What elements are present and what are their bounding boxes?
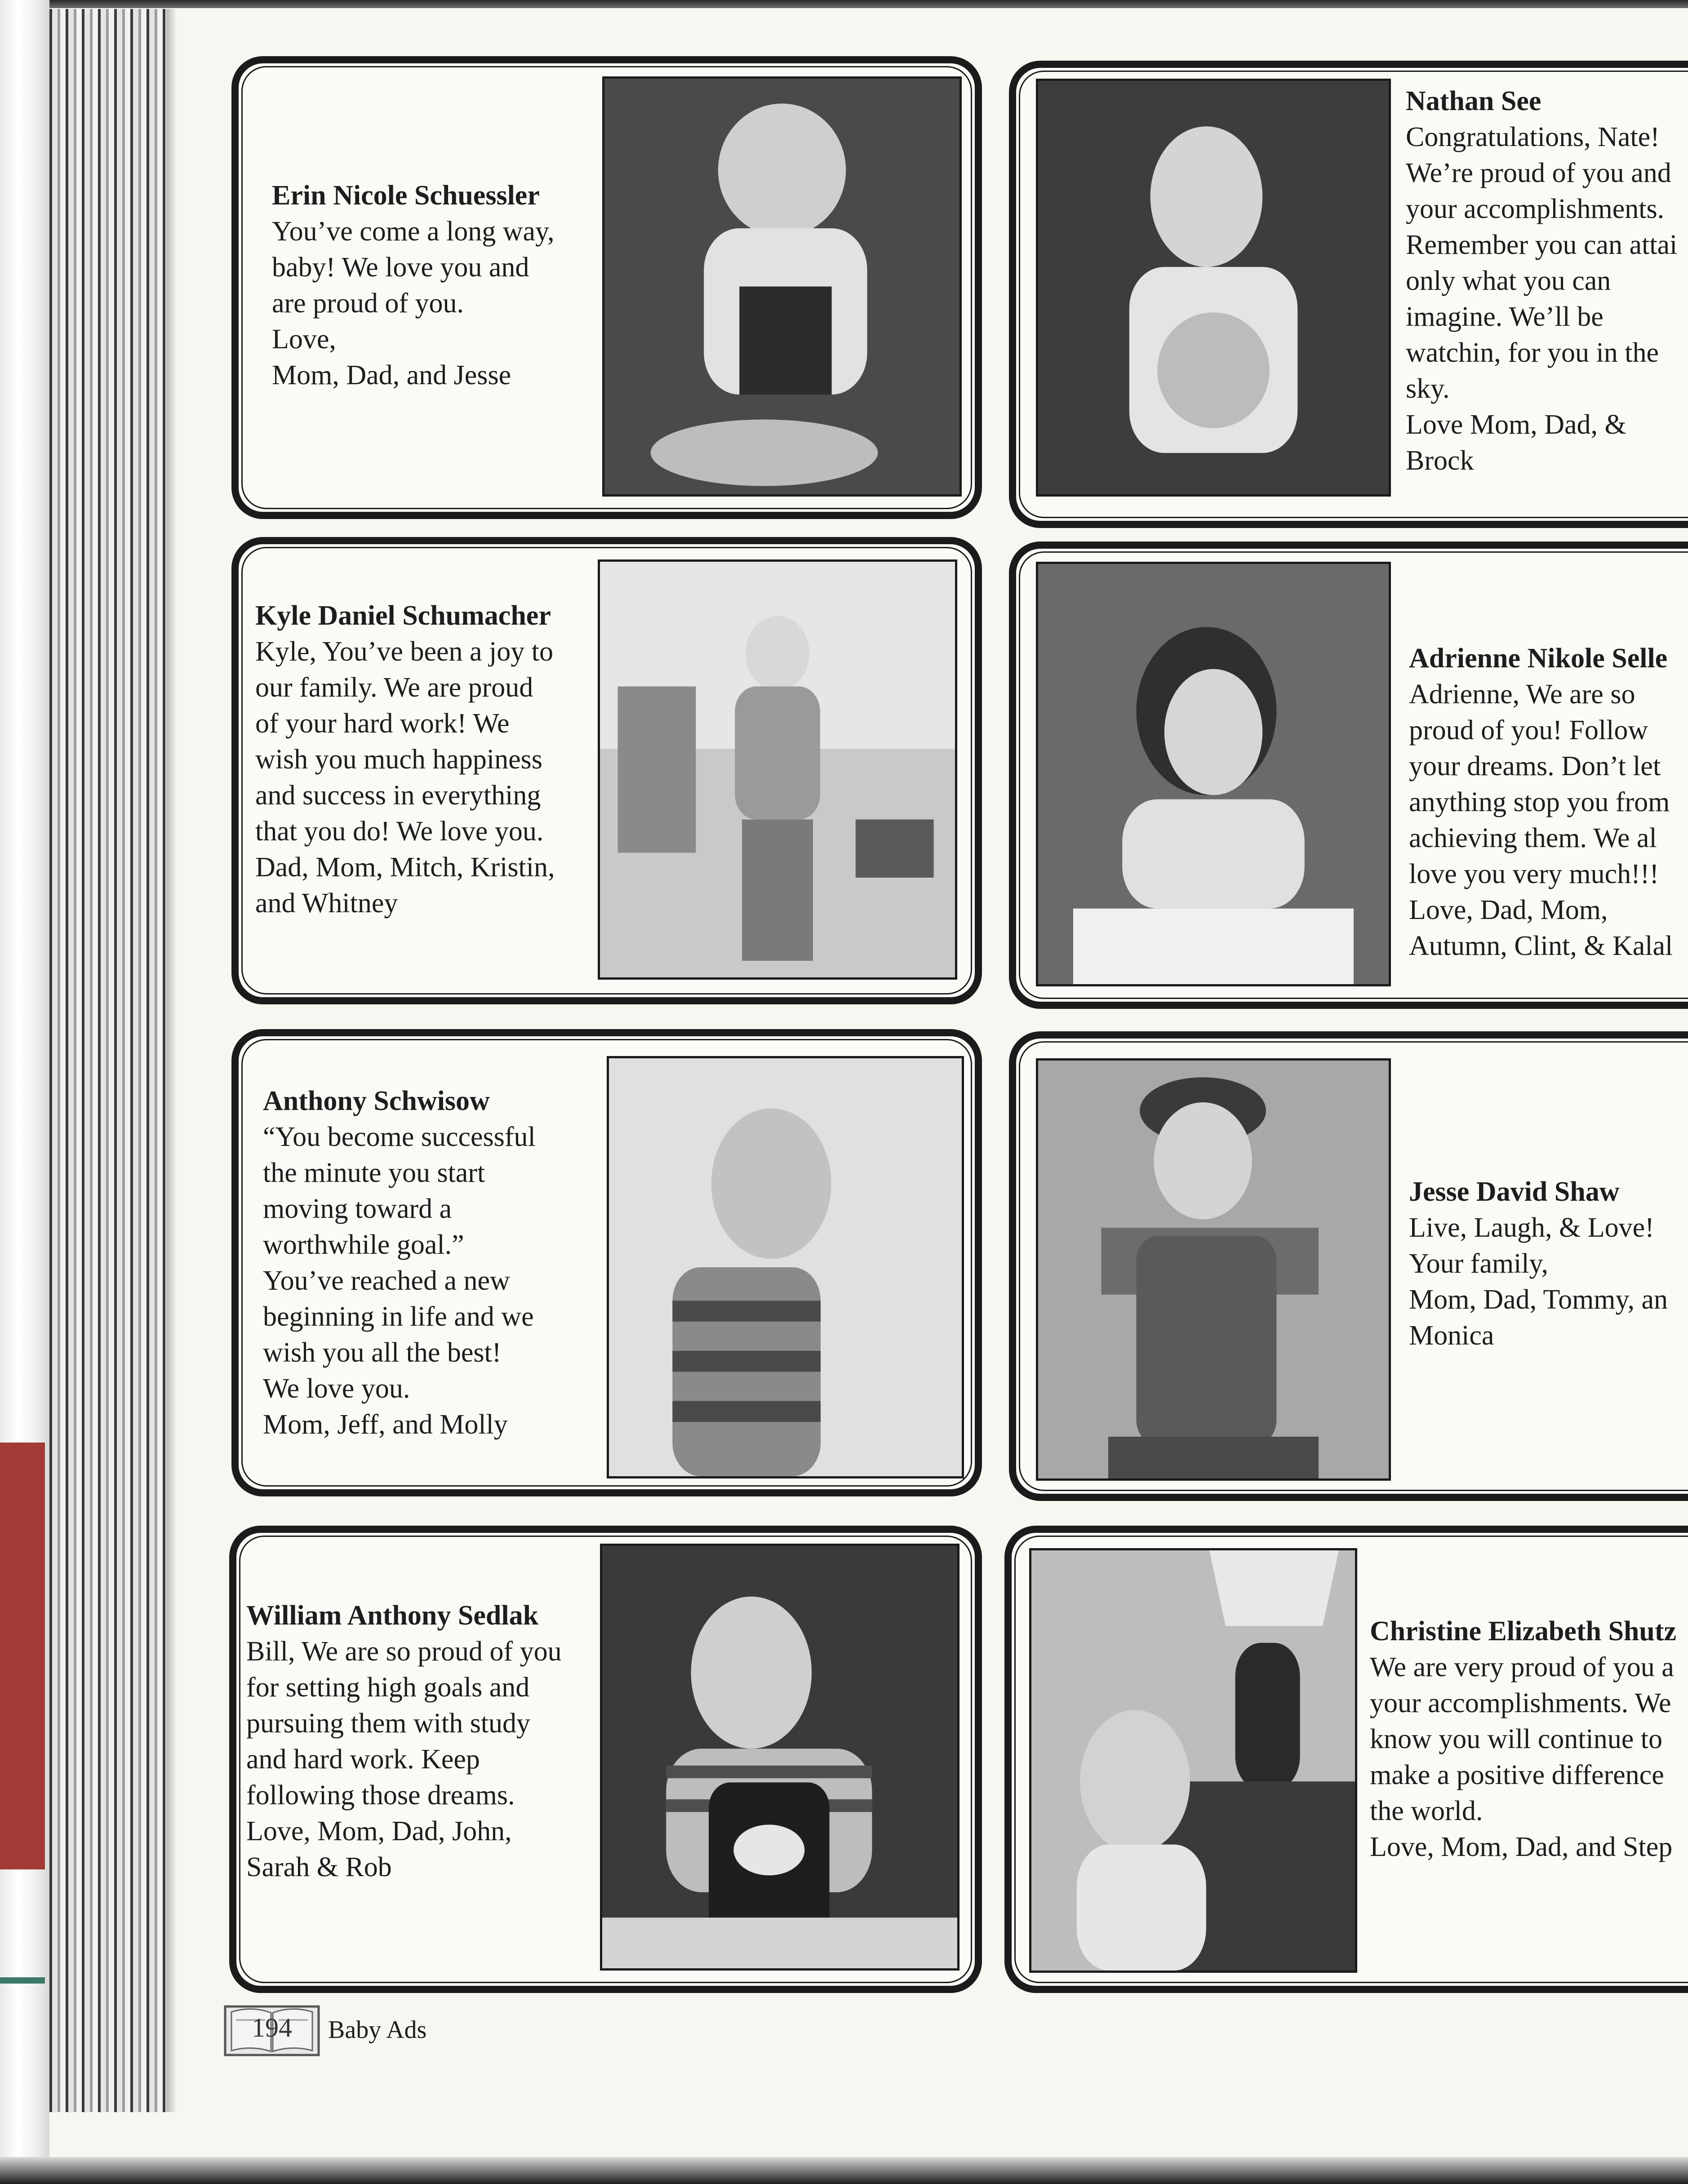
message-line: Your family, <box>1409 1248 1549 1279</box>
message-line: Remember you can attai <box>1406 230 1678 260</box>
message-line: Congratulations, Nate! <box>1406 122 1660 152</box>
message-line: love you very much!!! <box>1409 859 1659 889</box>
message-line: Kyle, You’ve been a joy to <box>255 636 553 667</box>
page-bottom-edge <box>0 2157 1688 2184</box>
message-line: your accomplishments. We <box>1370 1688 1671 1718</box>
message-line: your dreams. Don’t let <box>1409 751 1661 781</box>
message-line: anything stop you from <box>1409 787 1670 817</box>
baby-photo-william <box>600 1544 959 1971</box>
message-line: that you do! We love you. <box>255 816 544 847</box>
message-line: achieving them. We al <box>1409 823 1657 853</box>
message-line: We are very proud of you a <box>1370 1652 1674 1682</box>
message-line: make a positive difference <box>1370 1760 1664 1790</box>
message-line: We’re proud of you and <box>1406 158 1671 188</box>
baby-name: William Anthony Sedlak <box>246 1600 539 1631</box>
message-line: Love, Mom, Dad, and Step <box>1370 1832 1673 1862</box>
message-line: You’ve reached a new <box>263 1265 510 1296</box>
page-edges <box>49 9 166 2112</box>
baby-name: Christine Elizabeth Shutz <box>1370 1616 1677 1647</box>
message-line: Love, Mom, Dad, John, <box>246 1816 512 1847</box>
message-line: Mom, Jeff, and Molly <box>263 1409 508 1440</box>
ad-text-adrienne <box>1409 640 1673 964</box>
message-line: Dad, Mom, Mitch, Kristin, <box>255 852 555 883</box>
ad-text-christine <box>1370 1613 1676 1865</box>
message-line: wish you much happiness <box>255 744 542 775</box>
message-line: You’ve come a long way, <box>272 216 555 247</box>
baby-photo-erin <box>602 76 962 497</box>
message-line: Sarah & Rob <box>246 1852 392 1882</box>
baby-photo-jesse <box>1036 1058 1391 1481</box>
ad-text-kyle <box>255 598 555 921</box>
message-line: Autumn, Clint, & Kalal <box>1409 931 1673 961</box>
baby-photo-christine <box>1029 1548 1357 1973</box>
message-line: proud of you! Follow <box>1409 715 1648 746</box>
message-line: Brock <box>1406 445 1474 476</box>
baby-name: Kyle Daniel Schumacher <box>255 600 551 631</box>
ad-text-nathan <box>1406 83 1677 479</box>
message-line: following those dreams. <box>246 1780 515 1811</box>
baby-photo-kyle <box>598 559 957 980</box>
message-line: Love Mom, Dad, & <box>1406 409 1626 440</box>
ad-text-anthony <box>263 1083 536 1443</box>
spine-red-band <box>0 1443 45 1869</box>
message-line: know you will continue to <box>1370 1724 1662 1754</box>
message-line: our family. We are proud <box>255 672 533 703</box>
ad-text-erin <box>272 178 555 393</box>
baby-name: Anthony Schwisow <box>263 1086 490 1116</box>
message-line: Monica <box>1409 1320 1494 1351</box>
message-line: your accomplishments. <box>1406 194 1665 224</box>
message-line: We love you. <box>263 1373 410 1404</box>
message-line: pursuing them with study <box>246 1708 531 1739</box>
message-line: watchin, for you in the <box>1406 337 1659 368</box>
baby-photo-adrienne <box>1036 562 1391 986</box>
ad-text-jesse <box>1409 1174 1668 1354</box>
message-line: Love, <box>272 324 336 355</box>
message-line: of your hard work! We <box>255 708 510 739</box>
message-line: beginning in life and we <box>263 1301 534 1332</box>
message-line: imagine. We’ll be <box>1406 302 1604 332</box>
spine-green-stripe <box>0 1977 45 1984</box>
section-label: Baby Ads <box>328 2016 427 2044</box>
message-line: Love, Dad, Mom, <box>1409 895 1608 925</box>
ad-text-william <box>246 1598 562 1885</box>
message-line: wish you all the best! <box>263 1337 502 1368</box>
message-line: and Whitney <box>255 888 398 919</box>
message-line: worthwhile goal.” <box>263 1230 464 1260</box>
page-top-edge <box>0 0 1688 8</box>
message-line: sky. <box>1406 373 1450 404</box>
baby-name: Erin Nicole Schuessler <box>272 180 540 211</box>
baby-name: Adrienne Nikole Selle <box>1409 643 1668 674</box>
message-line: “You become successful <box>263 1122 536 1152</box>
message-line: for setting high goals and <box>246 1672 530 1703</box>
message-line: and hard work. Keep <box>246 1744 480 1775</box>
baby-name: Nathan See <box>1406 86 1541 116</box>
message-line: only what you can <box>1406 266 1611 296</box>
message-line: Live, Laugh, & Love! <box>1409 1212 1654 1243</box>
message-line: Bill, We are so proud of you <box>246 1636 562 1667</box>
page-number: 194 <box>252 2013 292 2042</box>
gutter-shadow <box>166 9 177 2112</box>
message-line: moving toward a <box>263 1194 452 1224</box>
message-line: the minute you start <box>263 1158 485 1188</box>
message-line: are proud of you. <box>272 288 464 319</box>
baby-photo-nathan <box>1036 79 1391 497</box>
message-line: and success in everything <box>255 780 541 811</box>
message-line: baby! We love you and <box>272 252 529 283</box>
message-line: Mom, Dad, and Jesse <box>272 360 511 391</box>
baby-photo-anthony <box>607 1056 964 1478</box>
message-line: Mom, Dad, Tommy, an <box>1409 1284 1668 1315</box>
baby-name: Jesse David Shaw <box>1409 1176 1620 1207</box>
message-line: Adrienne, We are so <box>1409 679 1635 710</box>
message-line: the world. <box>1370 1796 1483 1826</box>
